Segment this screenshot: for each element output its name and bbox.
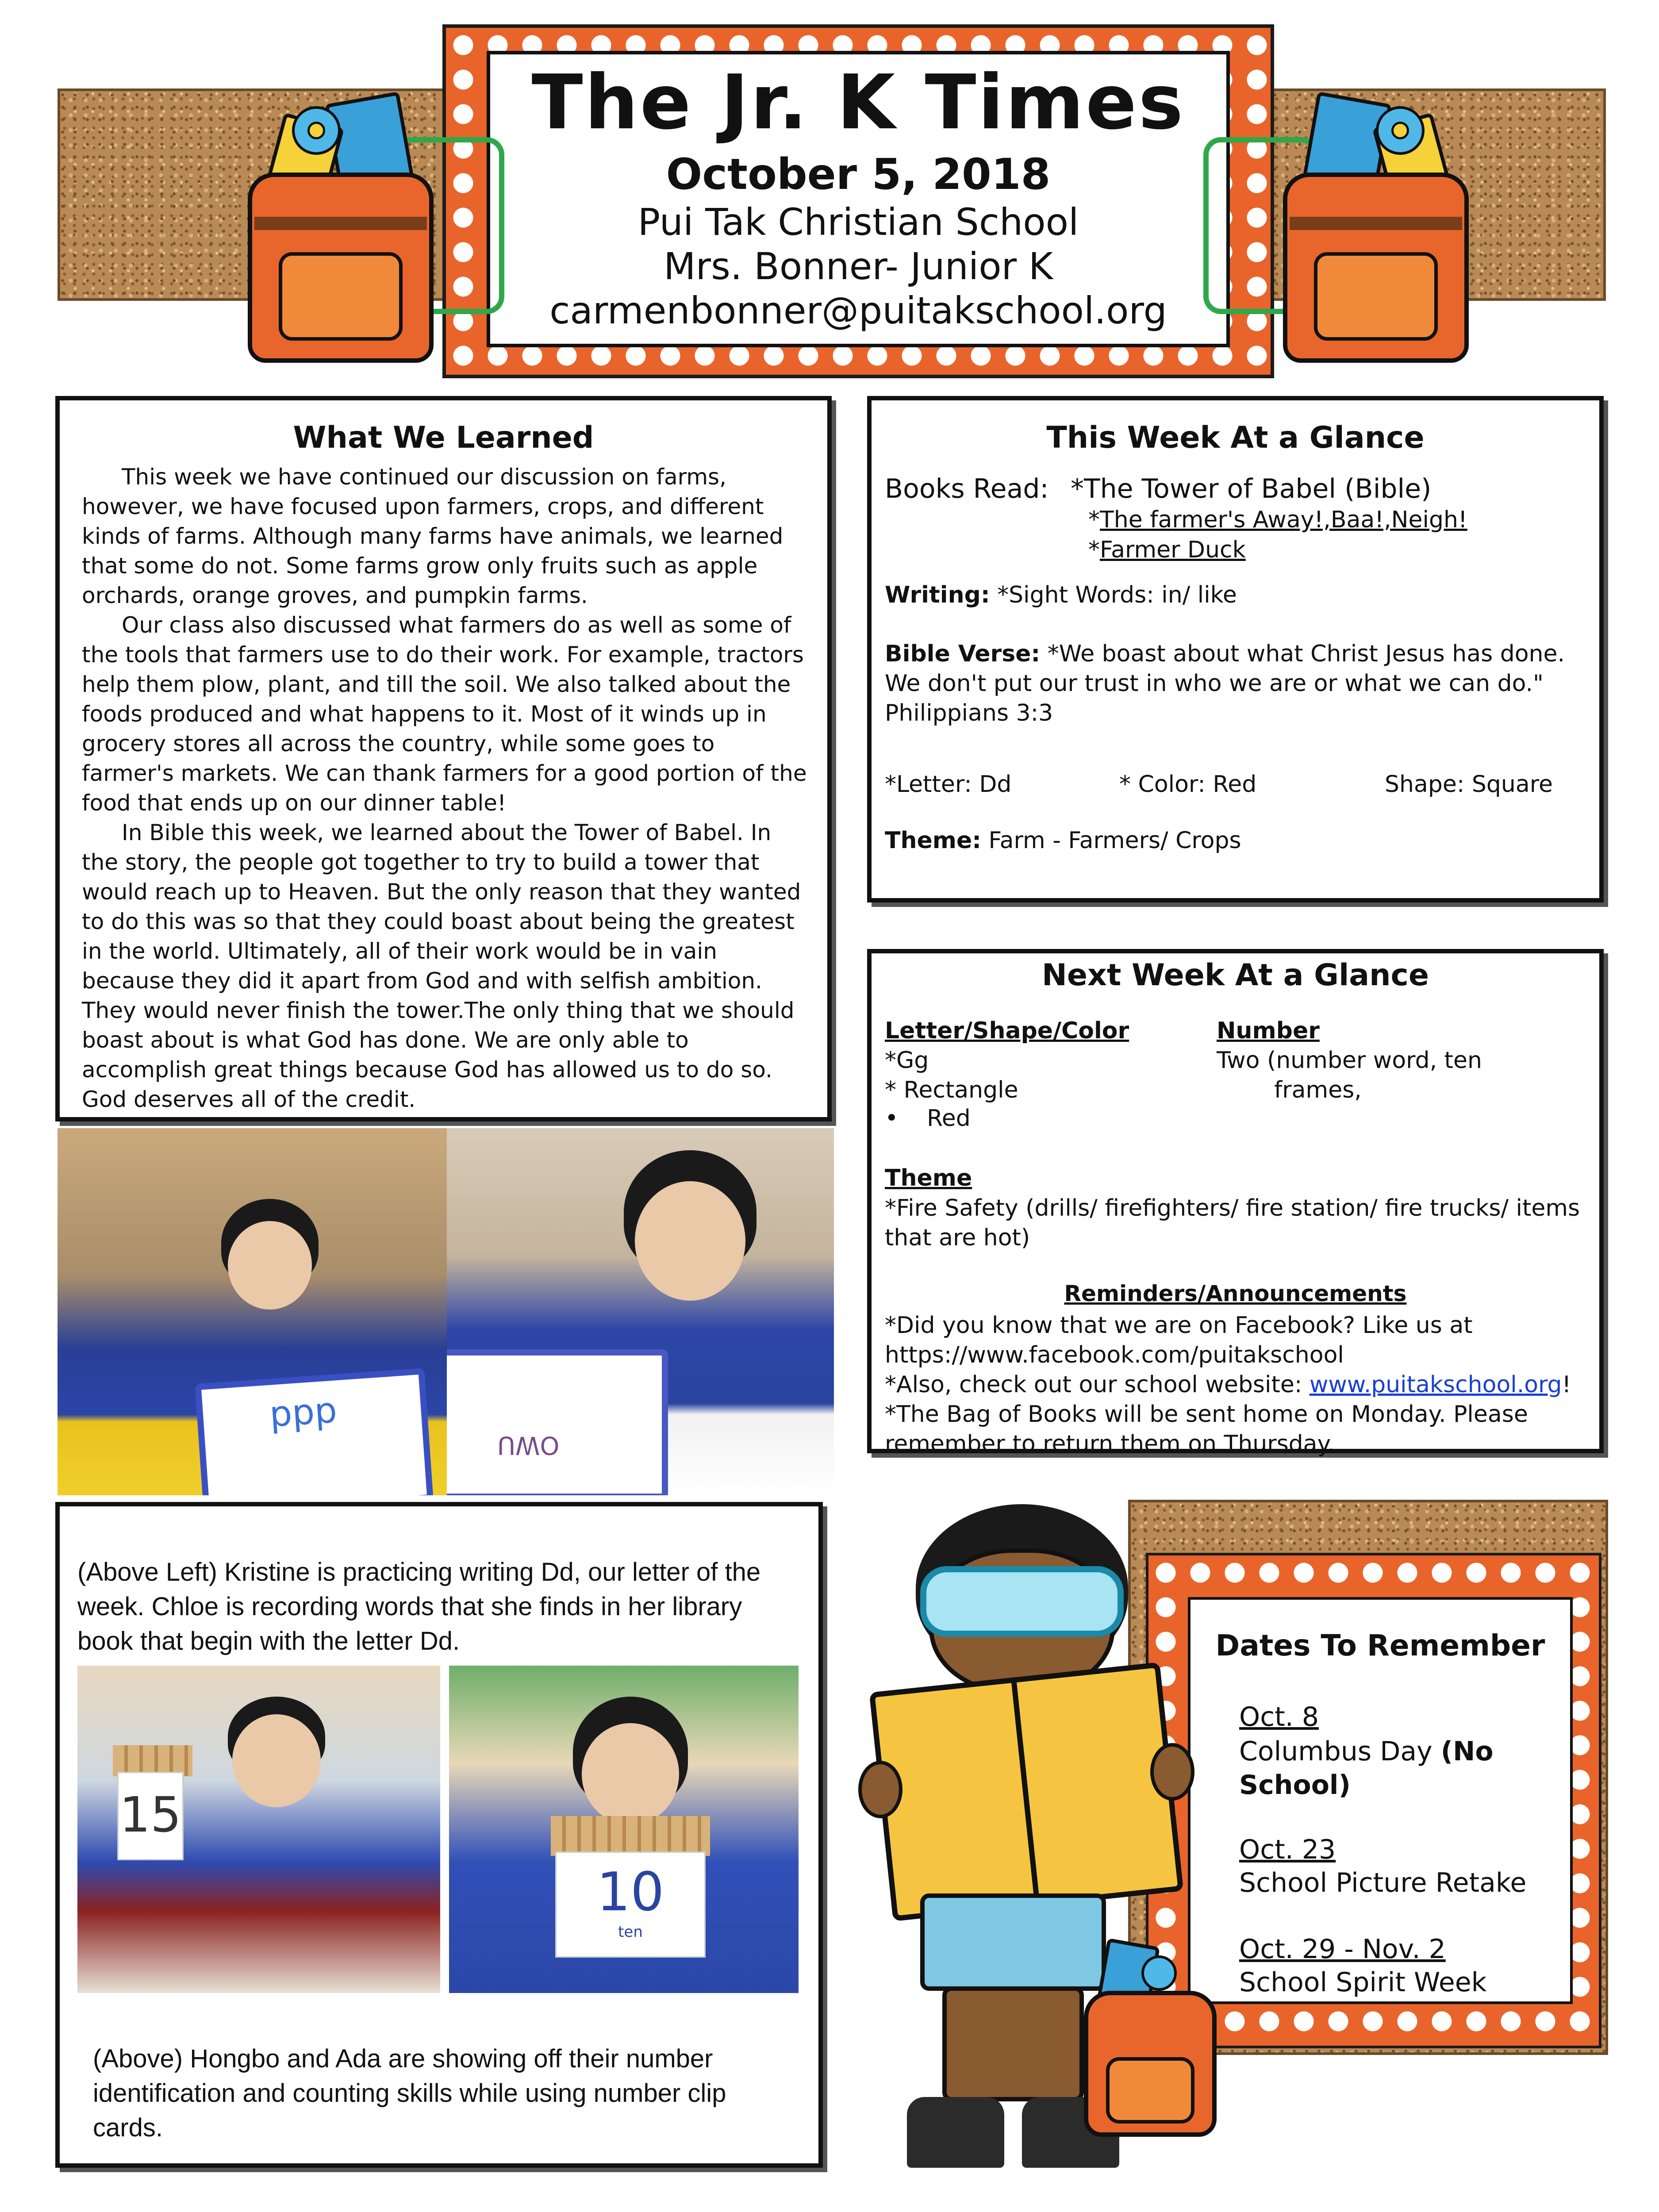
whiteboard xyxy=(195,1368,434,1495)
number-card-15 xyxy=(117,1772,184,1860)
dates-box xyxy=(1188,1597,1573,2004)
date-1: Oct. 8 xyxy=(1239,1701,1319,1732)
reminders-label: Reminders/Announcements xyxy=(1064,1281,1407,1306)
flipper-left-icon xyxy=(907,2097,1004,2168)
photo-ada xyxy=(449,1666,799,1993)
child-face xyxy=(232,1714,321,1807)
event-2: School Picture Retake xyxy=(1239,1867,1527,1898)
book-2-title: The farmer's Away!,Baa!,Neigh! xyxy=(1100,507,1467,533)
number-line-1: Two (number word, ten xyxy=(1217,1047,1482,1074)
learned-paragraph-2: Our class also discussed what farmers do as well as some of the tools that farmers use to do their work. For example, tractors help them plow, plant, and till the soil. We also talked about the foods produced and what happens to it. Most of it winds up in grocery stores all across the country, while some goes to farmer's markets. We can thank farmers for a good portion of the food that ends up on our dinner table! xyxy=(82,612,807,816)
child-face xyxy=(228,1221,312,1310)
number-card-10-value: 10 xyxy=(596,1862,664,1923)
learned-paragraph-3: In Bible this week, we learned about the Tower of Babel. In the story, the people got together to try to build a tower that would reach up to Heaven. But the only reason that they wanted to do this was so that they could boast about being the greatest in the world. Ultimately, all of their work would be in vain because they did it apart from God and with selfish ambition. They would never finish the tower.The only thing that we should boast about is what God has done. We are only able to accomplish great things because God has allowed us to do so. God deserves all of the credit. xyxy=(82,820,801,1112)
diving-mask-icon xyxy=(920,1566,1124,1637)
backpack-stripe xyxy=(254,217,427,230)
whiteboard-writing: OWU xyxy=(497,1431,560,1459)
kid-hand-right xyxy=(1150,1743,1194,1801)
writing-line xyxy=(885,582,1237,608)
number-label: Number xyxy=(1217,1018,1320,1044)
color-of-week: * Color: Red xyxy=(1119,771,1257,798)
header-title-box xyxy=(487,51,1230,347)
backpack-left-illustration xyxy=(221,84,509,372)
bible-verse xyxy=(885,639,1575,728)
date-3: Oct. 29 - Nov. 2 xyxy=(1239,1934,1446,1965)
backpack-pocket xyxy=(1106,2057,1194,2124)
teacher-name: Mrs. Bonner- Junior K xyxy=(664,245,1053,288)
book-1: *The Tower of Babel (Bible) xyxy=(1071,473,1432,504)
reminder-facebook: *Did you know that we are on Facebook? Like us at https://www.facebook.com/puitakschool xyxy=(885,1312,1473,1368)
whiteboard xyxy=(447,1349,668,1495)
flower-center-icon xyxy=(307,122,325,139)
event-1-note: (No School) xyxy=(1239,1736,1494,1801)
next-theme-label: Theme xyxy=(885,1165,972,1191)
book-3 xyxy=(1088,537,1246,563)
book-3-title: Farmer Duck xyxy=(1100,537,1246,563)
backpack-pocket xyxy=(279,252,403,341)
next-week-heading: Next Week At a Glance xyxy=(1041,958,1429,993)
lsc-color-bullet: • xyxy=(885,1105,899,1132)
lsc-color-value: Red xyxy=(927,1105,971,1132)
reminder-website-suffix: ! xyxy=(1562,1371,1571,1398)
reminders-list xyxy=(885,1311,1597,1459)
photo-kristine xyxy=(58,1128,447,1495)
next-theme-value: *Fire Safety (drills/ firefighters/ fire station/ fire trucks/ items that are hot) xyxy=(885,1195,1580,1251)
number-card-10 xyxy=(555,1851,706,1958)
kid-legs xyxy=(942,1986,1084,2101)
kid-hand-left xyxy=(858,1761,902,1818)
child-face xyxy=(635,1181,745,1301)
book-2 xyxy=(1088,507,1467,533)
reminder-bag-of-books: *The Bag of Books will be sent home on Monday. Please remember to return them on Thursday. xyxy=(885,1401,1528,1457)
captions-panel xyxy=(55,1502,823,2168)
backpack-right-illustration xyxy=(1208,84,1495,372)
caption-bottom: (Above) Hongbo and Ada are showing off their number identification and counting skills while using number clip cards. xyxy=(93,2044,726,2142)
theme-value: Farm - Farmers/ Crops xyxy=(981,827,1241,854)
book-2-bullet: * xyxy=(1088,507,1100,533)
photo-hongbo xyxy=(77,1666,440,1993)
reading-kid-illustration xyxy=(854,1495,1225,2185)
number-card-15-value: 15 xyxy=(119,1786,181,1843)
books-read-label: Books Read: xyxy=(885,473,1049,504)
event-1 xyxy=(1239,1735,1549,1802)
reminder-website xyxy=(885,1370,1597,1400)
backpack-stripe xyxy=(1290,217,1462,230)
book-3-bullet: * xyxy=(1088,537,1100,563)
next-week-panel xyxy=(867,949,1604,1457)
book-spine xyxy=(1011,1682,1040,1901)
bible-verse-text: *We boast about what Christ Jesus has done. We don't put our trust in who we are or what we can do." Philippians 3:3 xyxy=(885,641,1565,726)
writing-label: Writing: xyxy=(885,582,990,608)
flower-center-icon xyxy=(1391,122,1409,139)
learned-paragraph-1: This week we have continued our discussion on farms, however, we have focused upon farmers, crops, and different kinds of farms. Although many farms have animals, we learned that some do not. Some farms grow only fruits such as apple orchards, orange groves, and pumpkin farms. xyxy=(82,464,783,608)
school-name: Pui Tak Christian School xyxy=(637,200,1079,244)
newsletter-title: The Jr. K Times xyxy=(531,59,1185,146)
dates-heading: Dates To Remember xyxy=(1215,1628,1545,1663)
letter-of-week: *Letter: Dd xyxy=(885,771,1012,798)
number-card-10-word: ten xyxy=(618,1923,643,1941)
shape-of-week: Shape: Square xyxy=(1385,771,1553,798)
what-we-learned-panel xyxy=(55,396,832,1121)
whiteboard-writing: ppp xyxy=(268,1389,338,1435)
what-we-learned-heading: What We Learned xyxy=(293,420,594,455)
photo-chloe xyxy=(447,1128,834,1495)
child-face xyxy=(582,1723,679,1825)
kid-swimsuit xyxy=(920,1893,1106,1991)
bible-verse-label: Bible Verse: xyxy=(885,641,1041,667)
school-website-link[interactable]: www.puitakschool.org xyxy=(1309,1371,1562,1398)
this-week-panel xyxy=(867,396,1604,902)
this-week-heading: This Week At a Glance xyxy=(1046,420,1425,455)
newsletter-date: October 5, 2018 xyxy=(666,150,1051,199)
reminder-website-prefix: *Also, check out our school website: xyxy=(885,1371,1310,1398)
caption-top: (Above Left) Kristine is practicing writing Dd, our letter of the week. Chloe is recording words that she finds in her library book that begin with the letter Dd. xyxy=(77,1558,761,1655)
event-1-name: Columbus Day xyxy=(1239,1736,1441,1767)
learned-body xyxy=(82,462,812,1114)
lsc-shape: * Rectangle xyxy=(885,1077,1018,1103)
writing-value: *Sight Words: in/ like xyxy=(990,582,1237,608)
date-2: Oct. 23 xyxy=(1239,1834,1336,1865)
lsc-letter: *Gg xyxy=(885,1047,929,1074)
number-line-2: frames, xyxy=(1274,1077,1362,1103)
clothespins xyxy=(551,1816,710,1856)
teacher-email[interactable]: carmenbonner@puitakschool.org xyxy=(549,289,1167,332)
flower-icon xyxy=(1141,1955,1177,1991)
theme-line xyxy=(885,827,1241,854)
lsc-color xyxy=(885,1105,971,1132)
theme-label: Theme: xyxy=(885,827,982,854)
event-3: School Spirit Week xyxy=(1239,1967,1487,1998)
backpack-pocket xyxy=(1314,252,1438,341)
lsc-label: Letter/Shape/Color xyxy=(885,1018,1129,1044)
open-book-icon xyxy=(869,1662,1184,1921)
